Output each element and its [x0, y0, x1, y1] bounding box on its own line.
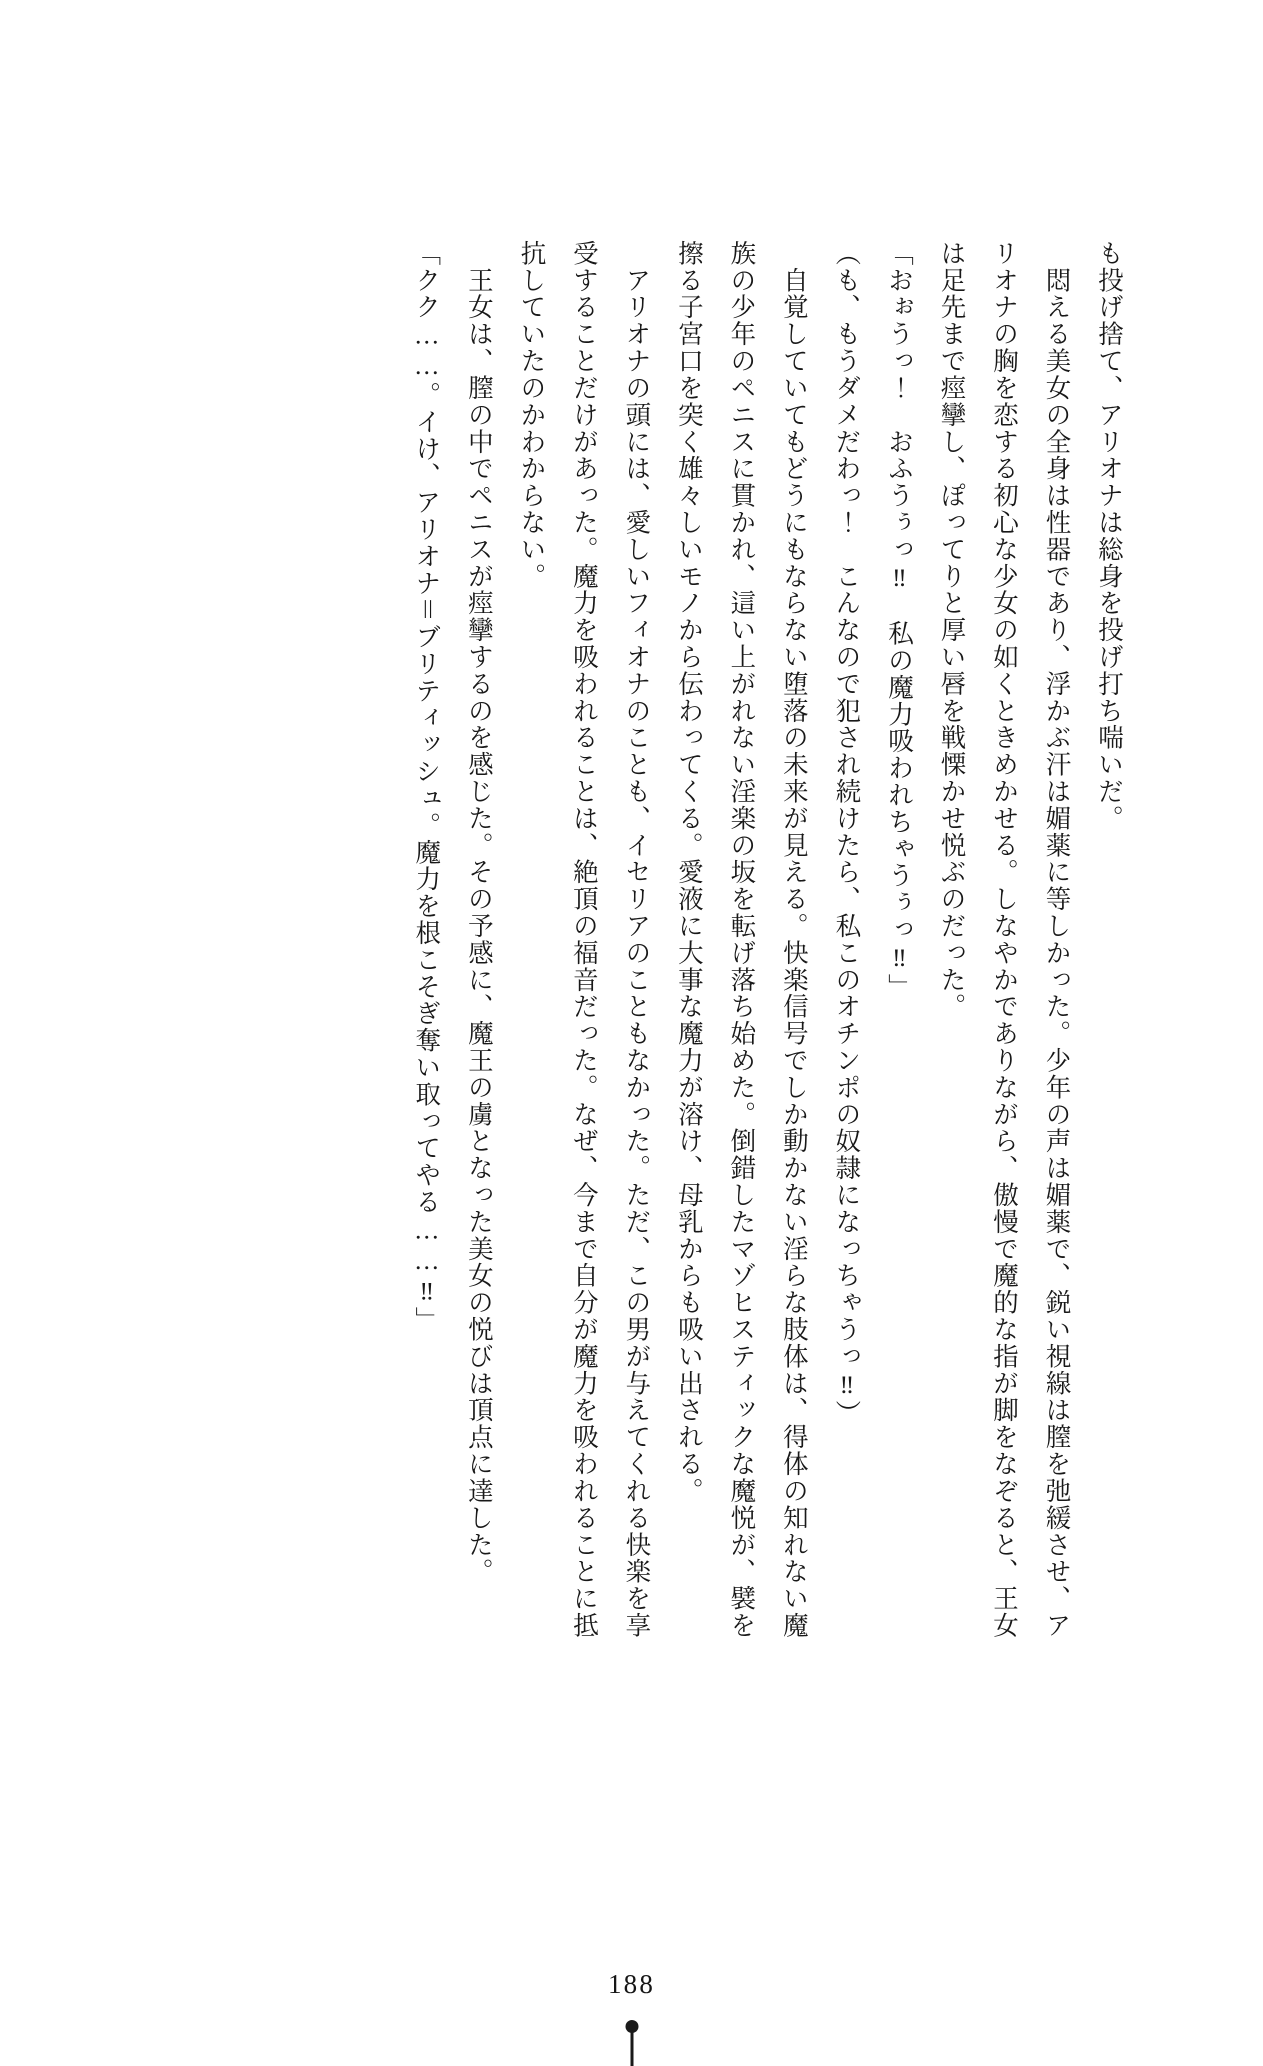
binding-pin-mark-icon	[625, 2020, 639, 2066]
body-line: 「おぉうっ！ おふうぅっ‼ 私の魔力吸われちゃうぅっ‼」	[884, 240, 914, 1001]
body-line: 王女は、膣の中でペニスが痙攣するのを感じた。その予感に、魔王の虜となった美女の悦びは頂点に達した。	[464, 240, 494, 1586]
body-line: 自覚していてもどうにもならない堕落の未来が見える。快楽信号でしか動かない淫らな肢体は、得体の知れない魔族の少年のペニスに貫かれ、這い上がれない淫楽の坂を転げ落ち始めた。倒錯したマゾヒスティックな魔悦が、襞を擦る子宮口を突く雄々しいモノから伝わってくる。愛液に大事な魔力が溶け、母乳からも吸い出される。	[674, 240, 809, 1639]
page-body-text	[125, 240, 1135, 1640]
body-line: も投げ捨て、アリオナは総身を投げ打ち喘いだ。	[1095, 240, 1124, 832]
binding-pin-stem	[630, 2032, 633, 2066]
page-number: 188	[608, 1969, 655, 1999]
body-line: 悶える美女の全身は性器であり、浮かぶ汗は媚薬に等しかった。少年の声は媚薬で、鋭い視線は膣を弛緩させ、アリオナの胸を恋する初心な少女の如くときめかせる。しなやかでありながら、傲慢で魔的な指が脚をなぞると、王女は足先まで痙攣し、ぽってりと厚い唇を戦慄かせ悦ぶのだった。	[937, 240, 1072, 1639]
body-line: アリオナの頭には、愛しいフィオナのことも、イセリアのこともなかった。ただ、この男が与えてくれる快楽を享受することだけがあった。魔力を吸われることは、絶頂の福音だった。なぜ、今まで自分が魔力を吸われることに抵抗していたのかわからない。	[517, 240, 652, 1639]
body-line: （も、もうダメだわっ！ こんなので犯され続けたら、私このオチンポの奴隷になっちゃうっ‼）	[832, 240, 862, 1428]
body-line: 「クク……。イけ、アリオナ＝ブリティッシュ。魔力を根こそぎ奪い取ってやる……‼」	[412, 240, 442, 1334]
